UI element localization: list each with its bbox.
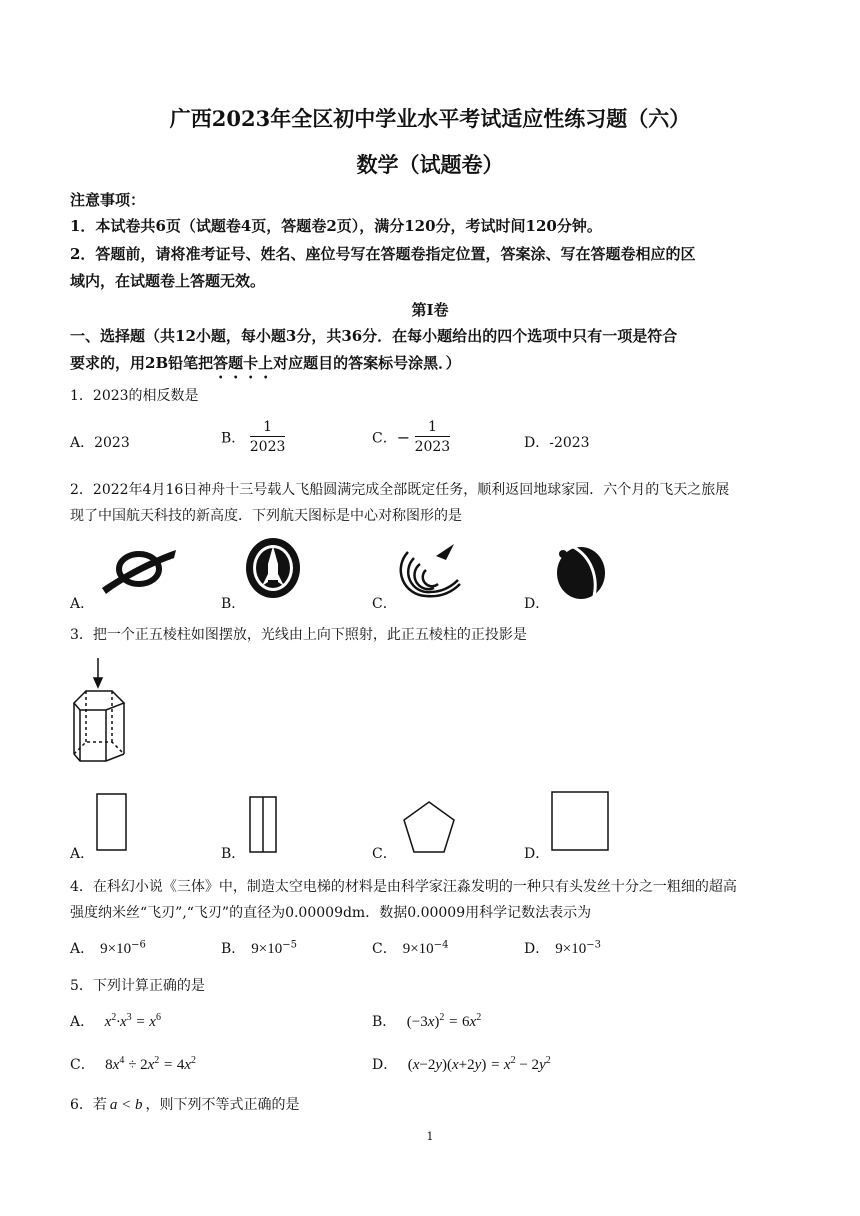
tall-rectangle-shape xyxy=(96,793,128,853)
q4-stem-line-1: 4．在科幻小说《三体》中，制造太空电梯的材料是由科学家汪淼发明的一种只有头发丝十分之一粗细的超高 xyxy=(70,879,737,895)
planet-emblem-icon xyxy=(553,540,609,602)
q1-c-numerator: 1 xyxy=(415,418,451,437)
notice-item-1: 1．本试卷共6页（试题卷4页，答题卷2页），满分120分，考试时间120分钟。 xyxy=(70,217,602,235)
q4-option-a-exponent: −6 xyxy=(131,939,146,951)
section-instruction-2 xyxy=(70,352,461,382)
section-instruction-2-emphasis: 答题卡上 xyxy=(213,354,274,372)
q1-option-c-sign: − xyxy=(396,428,411,447)
q3-option-b-label: B． xyxy=(221,846,246,862)
page-title: 广西2023年全区初中学业水平考试适应性练习题（六） xyxy=(169,106,691,131)
q2-option-d-label: D． xyxy=(524,596,550,612)
q1-stem: 1．2023的相反数是 xyxy=(70,388,199,404)
q5-stem: 5．下列计算正确的是 xyxy=(70,978,205,994)
q6-stem-post: ，则下列不等式正确的是 xyxy=(145,1097,300,1113)
q4-option-b-base: 9×10 xyxy=(251,941,283,957)
q2-stem-line-1: 2．2022年4月16日神舟十三号载人飞船圆满完成全部既定任务，顺利返回地球家园．六个月的飞天之旅展 xyxy=(70,482,730,498)
pentagon-shape xyxy=(402,800,456,856)
q4-option-d-exponent: −3 xyxy=(586,939,601,951)
q5-option-b-formula: $(-3x)^2 = 6x^2$ xyxy=(406,1012,482,1030)
q4-option-c xyxy=(372,938,448,958)
q1-c-denominator: 2023 xyxy=(414,439,451,455)
q5-option-b xyxy=(372,1011,481,1031)
q1-option-c-fraction xyxy=(415,418,451,457)
q5-option-b-label: B． xyxy=(372,1014,397,1030)
q1-option-a: A．2023 xyxy=(70,435,130,451)
pentagonal-prism-figure xyxy=(66,656,138,766)
q5-option-a-label: A． xyxy=(70,1014,95,1030)
section-label: 第Ⅰ卷 xyxy=(411,301,449,319)
q2-stem-line-2: 现了中国航天科技的新高度．下列航天图标是中心对称图形的是 xyxy=(70,508,462,524)
q6-stem-pre: 6．若 xyxy=(70,1097,107,1113)
q1-b-numerator: 1 xyxy=(250,418,286,437)
rocket-emblem-icon xyxy=(244,536,302,600)
orbit-arcs-emblem-icon xyxy=(396,538,464,600)
q4-option-c-exponent: −4 xyxy=(433,939,449,951)
q4-option-b-label: B． xyxy=(221,941,246,957)
q5-option-a xyxy=(70,1011,161,1031)
saturn-emblem-icon xyxy=(96,540,180,598)
q2-option-a-label: A． xyxy=(70,596,95,612)
q4-option-a xyxy=(70,938,146,958)
q4-option-b xyxy=(221,938,297,958)
split-rectangle-shape xyxy=(249,796,279,856)
q4-option-d-label: D． xyxy=(524,941,550,957)
q1-b-denominator: 2023 xyxy=(249,439,286,455)
page-number: 1 xyxy=(426,1130,434,1143)
q4-option-a-label: A． xyxy=(70,941,95,957)
q6-stem-math: a < b xyxy=(109,1097,143,1113)
q1-option-b-fraction xyxy=(250,418,286,457)
q5-option-c-formula: $8x^4 \div 2x^2 = 4x^2$ xyxy=(105,1055,197,1073)
section-instruction-2-pre: 要求的，用2B铅笔把 xyxy=(70,354,214,372)
q3-option-c-label: C． xyxy=(372,846,397,862)
q4-stem-line-2: 强度纳米丝“飞刃”,“飞刃”的直径为0.00009dm．数据0.00009用科学记数法表示为 xyxy=(70,905,592,921)
q3-stem: 3．把一个正五棱柱如图摆放，光线由上向下照射，此正五棱柱的正投影是 xyxy=(70,627,527,643)
q4-option-d xyxy=(524,938,601,958)
square-shape xyxy=(551,791,611,853)
q1-option-b-label: B． xyxy=(221,430,246,447)
q5-option-d-formula: $(x-2y)(x+2y) = x^2 - 2y^2$ xyxy=(407,1055,551,1073)
q5-option-c xyxy=(70,1054,196,1074)
q4-option-b-exponent: −5 xyxy=(282,939,298,951)
section-instruction-1: 一、选择题（共12小题，每小题3分，共36分．在每小题给出的四个选项中只有一项是符合 xyxy=(70,327,678,345)
q1-option-c-label: C． xyxy=(372,430,397,447)
q3-option-a-label: A． xyxy=(70,846,95,862)
notice-item-2b: 域内，在试题卷上答题无效。 xyxy=(70,272,266,290)
q5-option-c-label: C． xyxy=(70,1057,95,1073)
q1-option-b xyxy=(221,418,285,457)
q1-option-d: D．-2023 xyxy=(524,435,590,451)
q4-option-c-label: C． xyxy=(372,941,397,957)
q4-option-d-base: 9×10 xyxy=(555,941,587,957)
q6-stem xyxy=(70,1094,300,1114)
page-subtitle: 数学（试题卷） xyxy=(356,152,504,177)
notice-heading: 注意事项： xyxy=(70,191,146,209)
q5-option-d-label: D． xyxy=(372,1057,398,1073)
q3-option-d-label: D． xyxy=(524,846,550,862)
notice-item-2a: 2．答题前，请将准考证号、姓名、座位号写在答题卷指定位置，答案涂、写在答题卷相应的区 xyxy=(70,245,696,263)
q2-option-c-label: C． xyxy=(372,596,397,612)
q1-option-c xyxy=(372,418,450,457)
q5-option-a-formula: $x^2\cdot x^3 = x^6$ xyxy=(104,1012,161,1030)
q4-option-a-base: 9×10 xyxy=(100,941,132,957)
q4-option-c-base: 9×10 xyxy=(402,941,434,957)
q5-option-d xyxy=(372,1054,551,1074)
section-instruction-2-post: 对应题目的答案标号涂黑．） xyxy=(273,354,461,372)
q2-option-b-label: B． xyxy=(221,596,246,612)
